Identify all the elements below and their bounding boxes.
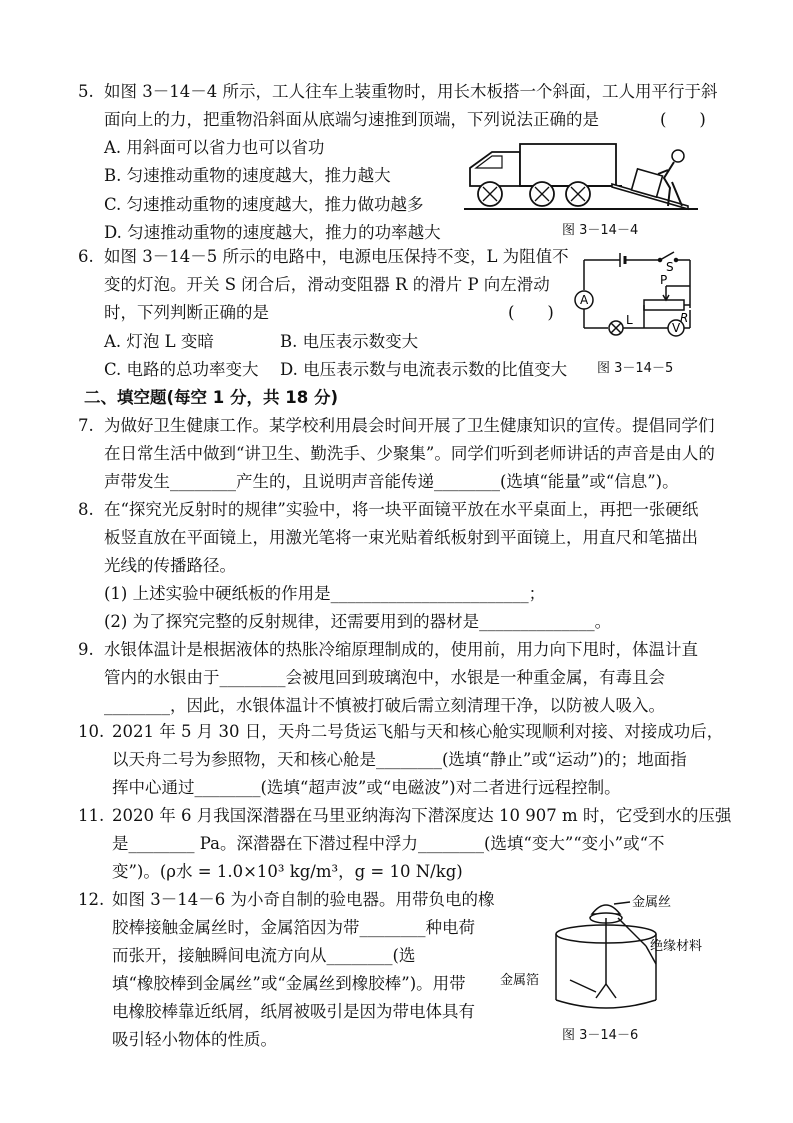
q12-number: 12. [78,890,105,909]
q11-line-1: 2020 年 6 月我国深潜器在马里亚纳海沟下潜深度达 10 907 m 时，它受到水的压强 [112,806,732,825]
q9-line-1: 水银体温计是根据液体的热胀冷缩原理制成的，使用前，用力向下甩时，体温计直 [104,640,698,659]
q8-number: 8. [78,500,94,519]
q8-subquestion-2: (2) 为了探究完整的反射规律，还需要用到的器材是______________。 [104,612,612,631]
q5-option-a: A. 用斜面可以省力也可以省功 [104,138,325,157]
q12-line-3: 而张开，接触瞬间电流方向从________(选 [112,946,416,965]
q5-line-1: 如图 3－14－4 所示，工人往车上装重物时，用长木板搭一个斜面，工人用平行于斜 [104,82,718,101]
q6-option-c: C. 电路的总功率变大 [104,360,259,379]
label-insulating-material: 绝缘材料 [650,939,703,954]
q6-option-b: B. 电压表示数变大 [280,332,419,351]
q5-option-d: D. 匀速推动重物的速度越大，推力的功率越大 [104,223,441,242]
q7-line-2: 在日常生活中做到“讲卫生、勤洗手、少聚集”。同学们听到老师讲话的声音是由人的 [104,444,715,463]
q6-line-3: 时，下列判断正确的是 [104,303,269,322]
q10-number: 10. [78,722,105,741]
q12-line-1: 如图 3－14－6 为小奇自制的验电器。用带负电的橡 [112,890,495,909]
q9-number: 9. [78,640,94,659]
section-heading: 二、填空题(每空 1 分，共 18 分) [84,388,339,407]
q6-figure-caption: 图 3－14－5 [597,361,674,376]
q5-answer-bracket: ( ) [660,110,706,129]
voltmeter-label: V [672,321,681,335]
circuit-diagram [570,248,700,348]
q6-line-2: 变的灯泡。开关 S 闭合后，滑动变阻器 R 的滑片 P 向左滑动 [104,275,550,294]
q5-number: 5. [78,82,94,101]
q6-option-d: D. 电压表示数与电流表示数的比值变大 [280,360,568,379]
electroscope-figure [500,888,720,1018]
q10-line-3: 挥中心通过________(选填“超声波”或“电磁波”)对二者进行远程控制。 [112,778,621,797]
truck-ramp-figure [462,134,702,216]
q5-option-c: C. 匀速推动重物的速度越大，推力做功越多 [104,195,424,214]
q5-line-2: 面向上的力，把重物沿斜面从底端匀速推到顶端，下列说法正确的是 [104,110,599,129]
q7-number: 7. [78,416,94,435]
q11-line-2: 是________ Pa。深潜器在下潜过程中浮力________(选填“变大”“变小”或“不 [112,834,665,853]
q6-line-1: 如图 3－14－5 所示的电路中，电源电压保持不变，L 为阻值不 [104,247,569,266]
lamp-label: L [626,313,633,327]
q10-line-2: 以天舟二号为参照物，天和核心舱是________(选填“静止”或“运动”)的；地面指 [112,750,687,769]
q5-figure-caption: 图 3－14－4 [562,223,639,238]
q9-line-3: ________，因此，水银体温计不慎被打破后需立刻清理干净，以防被人吸入。 [104,696,665,715]
q6-option-a: A. 灯泡 L 变暗 [104,332,214,351]
q6-answer-bracket: ( ) [508,303,554,322]
label-metal-wire: 金属丝 [632,895,672,910]
q12-line-5: 电橡胶棒靠近纸屑，纸屑被吸引是因为带电体具有 [112,1002,475,1021]
q8-line-3: 光线的传播路径。 [104,556,236,575]
rheostat-label: R [680,311,689,325]
ammeter-label: A [580,293,589,307]
q8-line-1: 在“探究光反射时的规律”实验中，将一块平面镜平放在水平桌面上，再把一张硬纸 [104,500,699,519]
q7-line-3: 声带发生________产生的，且说明声音能传递________(选填“能量”或“信息”)。 [104,472,679,491]
switch-label: S [666,260,674,274]
q11-line-3: 变”)。(ρ水 = 1.0×10³ kg/m³，g = 10 N/kg) [112,862,463,881]
q12-line-4: 填“橡胶棒到金属丝”或“金属丝到橡胶棒”)。用带 [112,974,466,993]
q8-line-2: 板竖直放在平面镜上，用激光笔将一束光贴着纸板射到平面镜上，用直尺和笔描出 [104,528,698,547]
q7-line-1: 为做好卫生健康工作。某学校利用晨会时间开展了卫生健康知识的宣传。提倡同学们 [104,416,715,435]
q10-line-1: 2021 年 5 月 30 日，天舟二号货运飞船与天和核心舱实现顺利对接、对接成功后， [112,722,724,741]
slider-label: P [660,273,668,287]
q6-number: 6. [78,247,94,266]
q8-subquestion-1: (1) 上述实验中硬纸板的作用是________________________； [104,584,546,603]
q5-option-b: B. 匀速推动重物的速度越大，推力越大 [104,166,391,185]
q12-figure-caption: 图 3－14－6 [562,1028,639,1043]
q12-line-6: 吸引轻小物体的性质。 [112,1030,277,1049]
q11-number: 11. [78,806,105,825]
q9-line-2: 管内的水银由于________会被甩回到玻璃泡中，水银是一种重金属，有毒且会 [104,668,665,687]
q12-line-2: 胶棒接触金属丝时，金属箔因为带________种电荷 [112,918,475,937]
label-metal-foil: 金属箔 [500,973,540,988]
